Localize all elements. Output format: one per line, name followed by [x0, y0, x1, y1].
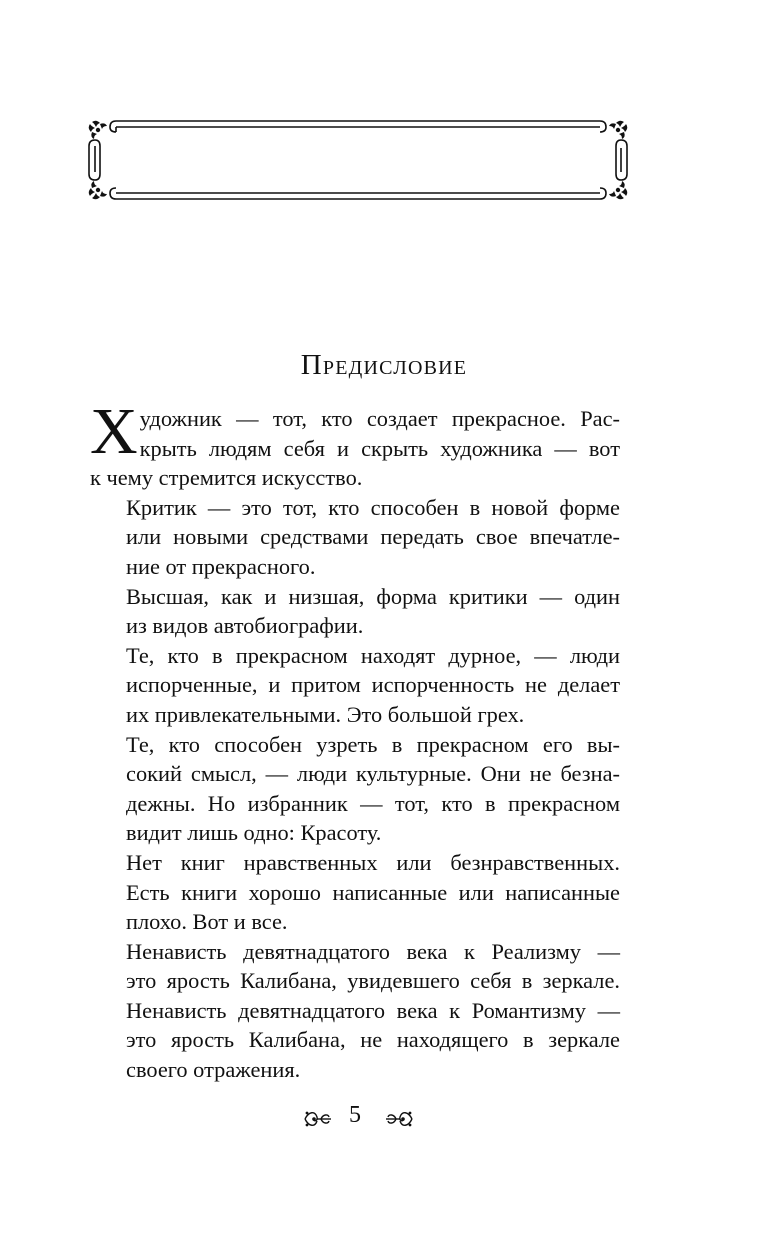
text-line: Высшая, как и низшая, форма критики — один	[126, 583, 620, 609]
text-line: Ненависть девятнадцатого века к Реализму —	[126, 938, 620, 964]
text-line: это ярость Калибана, не находящего в зеркале	[126, 1027, 620, 1053]
drop-cap: Х	[90, 395, 138, 468]
text-line: плохо. Вот и все.	[126, 909, 288, 935]
text-line: к чему стремится искусство.	[90, 465, 363, 491]
ornamental-frame-icon	[86, 118, 630, 202]
paragraph-1	[90, 395, 620, 493]
text-line: это ярость Калибана, увидевшего себя в зеркале.	[126, 968, 620, 994]
text-line: дежны. Но избранник — тот, кто в прекрасном	[126, 790, 620, 816]
text-line: удожник — тот, кто создает прекрасное. Рас-	[139, 406, 620, 431]
text-line: Нет книг нравственных или безнравственных.	[126, 849, 620, 875]
text-line: или новыми средствами передать свое впечатле-	[126, 524, 620, 550]
text-line: ние от прекрасного.	[126, 553, 316, 579]
text-line: Есть книги хорошо написанные или написанные	[126, 879, 620, 905]
text-line: испорченные, и притом испорченность не делает	[126, 672, 620, 698]
text-line: своего отражения.	[126, 1057, 301, 1083]
paragraph-4	[90, 641, 620, 730]
fleuron-right-icon	[384, 1108, 414, 1135]
text-line: видит лишь одно: Красоту.	[126, 820, 382, 846]
page-number: 5	[349, 1102, 361, 1128]
page-footer	[0, 1100, 768, 1140]
text-line: Те, кто в прекрасном находят дурное, — люди	[126, 642, 620, 668]
text-line: Те, кто способен узреть в прекрасном его вы-	[126, 731, 620, 757]
paragraph-2	[90, 493, 620, 582]
paragraph-5	[90, 730, 620, 848]
text-line: сокий смысл, — люди культурные. Они не безна-	[126, 761, 620, 787]
paragraph-6	[90, 848, 620, 937]
text-line: их привлекательными. Это большой грех.	[126, 701, 525, 727]
preface-body	[90, 395, 620, 1085]
chapter-title: Предисловие	[300, 349, 468, 381]
text-line: крыть людям себя и скрыть художника — вот	[139, 435, 620, 461]
text-line: из видов автобиографии.	[126, 613, 364, 639]
paragraph-3	[90, 582, 620, 641]
text-line: Критик — это тот, кто способен в новой форме	[126, 494, 620, 520]
text-line: Ненависть девятнадцатого века к Романтизму —	[126, 997, 620, 1023]
fleuron-left-icon	[303, 1108, 333, 1135]
paragraph-7	[90, 937, 620, 1085]
